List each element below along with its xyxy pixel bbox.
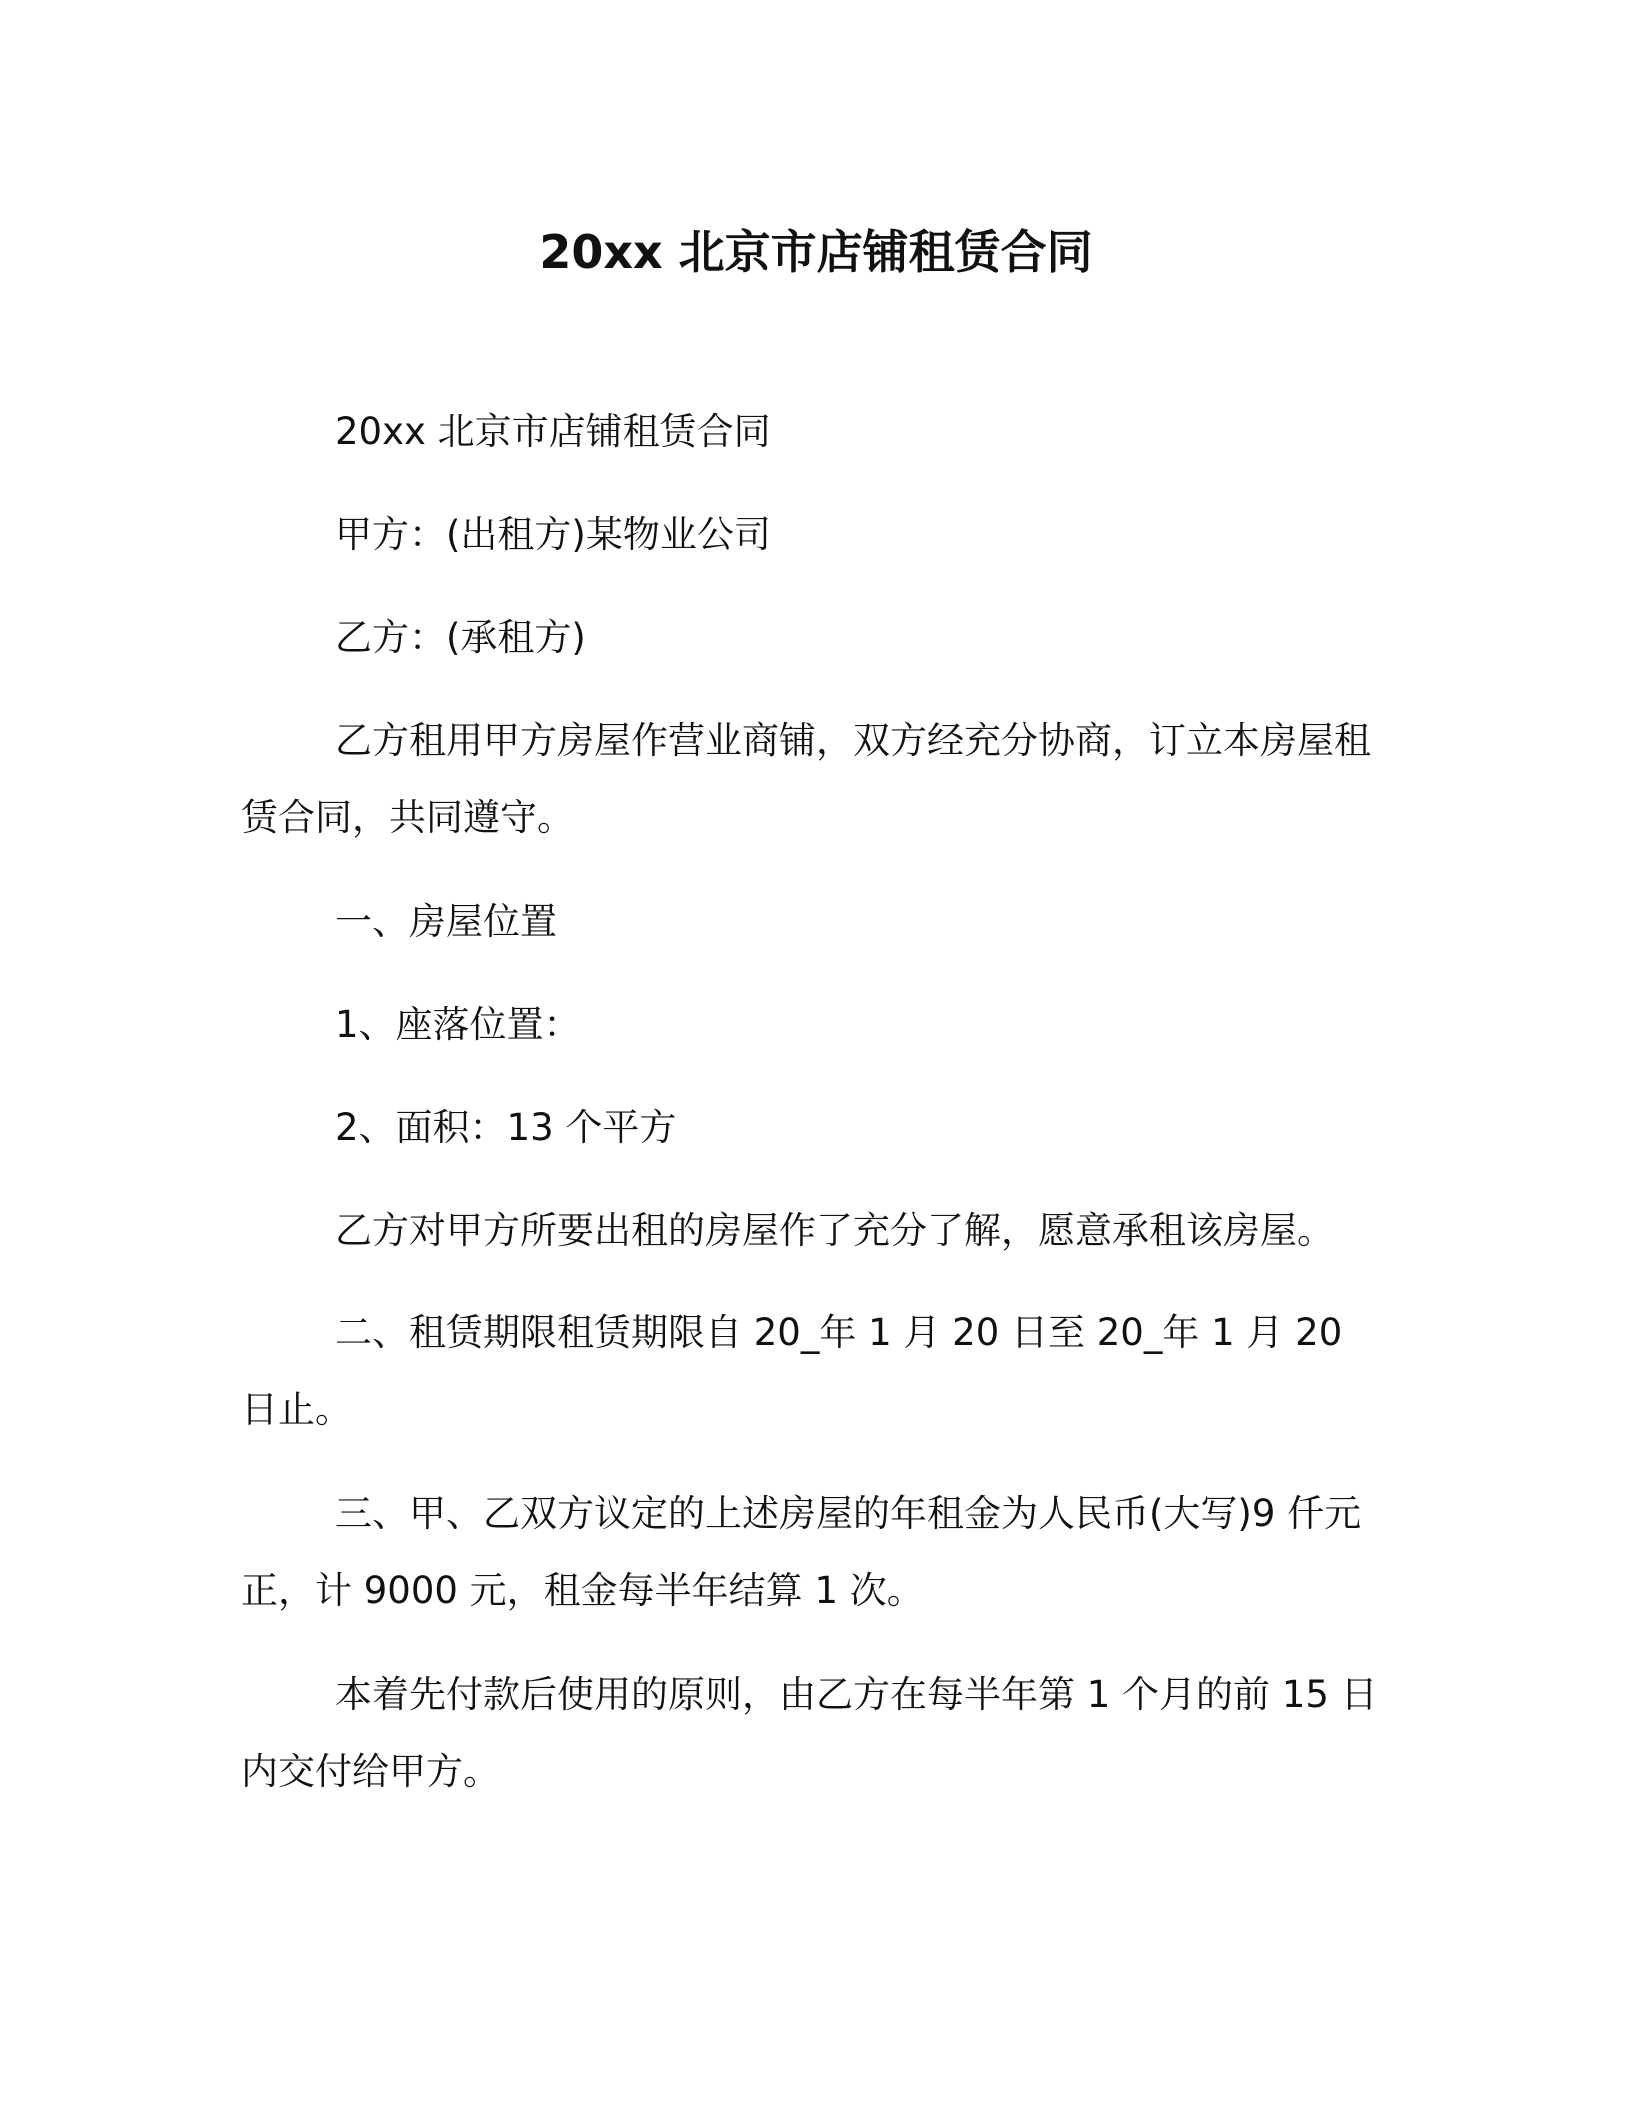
- document-title: 20xx 北京市店铺租赁合同: [539, 225, 1093, 279]
- paragraph-section-2-term: 二、租赁期限租赁期限自 20_年 1 月 20 日至 20_年 1 月 20 日止。: [241, 1311, 1343, 1431]
- paragraph-party-a: 甲方：(出租方)某物业公司: [335, 513, 771, 556]
- paragraph-subtitle: 20xx 北京市店铺租赁合同: [335, 410, 771, 453]
- paragraph-acknowledgement: 乙方对甲方所要出租的房屋作了充分了解，愿意承租该房屋。: [335, 1209, 1334, 1252]
- paragraph-location: 1、座落位置：: [335, 1003, 581, 1046]
- paragraph-party-b: 乙方：(承租方): [335, 616, 586, 659]
- paragraph-section-1-heading: 一、房屋位置: [335, 900, 557, 943]
- paragraph-payment-terms: 本着先付款后使用的原则，由乙方在每半年第 1 个月的前 15 日内交付给甲方。: [241, 1673, 1378, 1793]
- paragraph-section-3-rent: 三、甲、乙双方议定的上述房屋的年租金为人民币(大写)9 仟元正，计 9000 元，租金每半年结算 1 次。: [241, 1492, 1362, 1612]
- paragraph-intro: 乙方租用甲方房屋作营业商铺，双方经充分协商，订立本房屋租赁合同，共同遵守。: [241, 719, 1371, 839]
- paragraph-area: 2、面积：13 个平方: [335, 1106, 677, 1149]
